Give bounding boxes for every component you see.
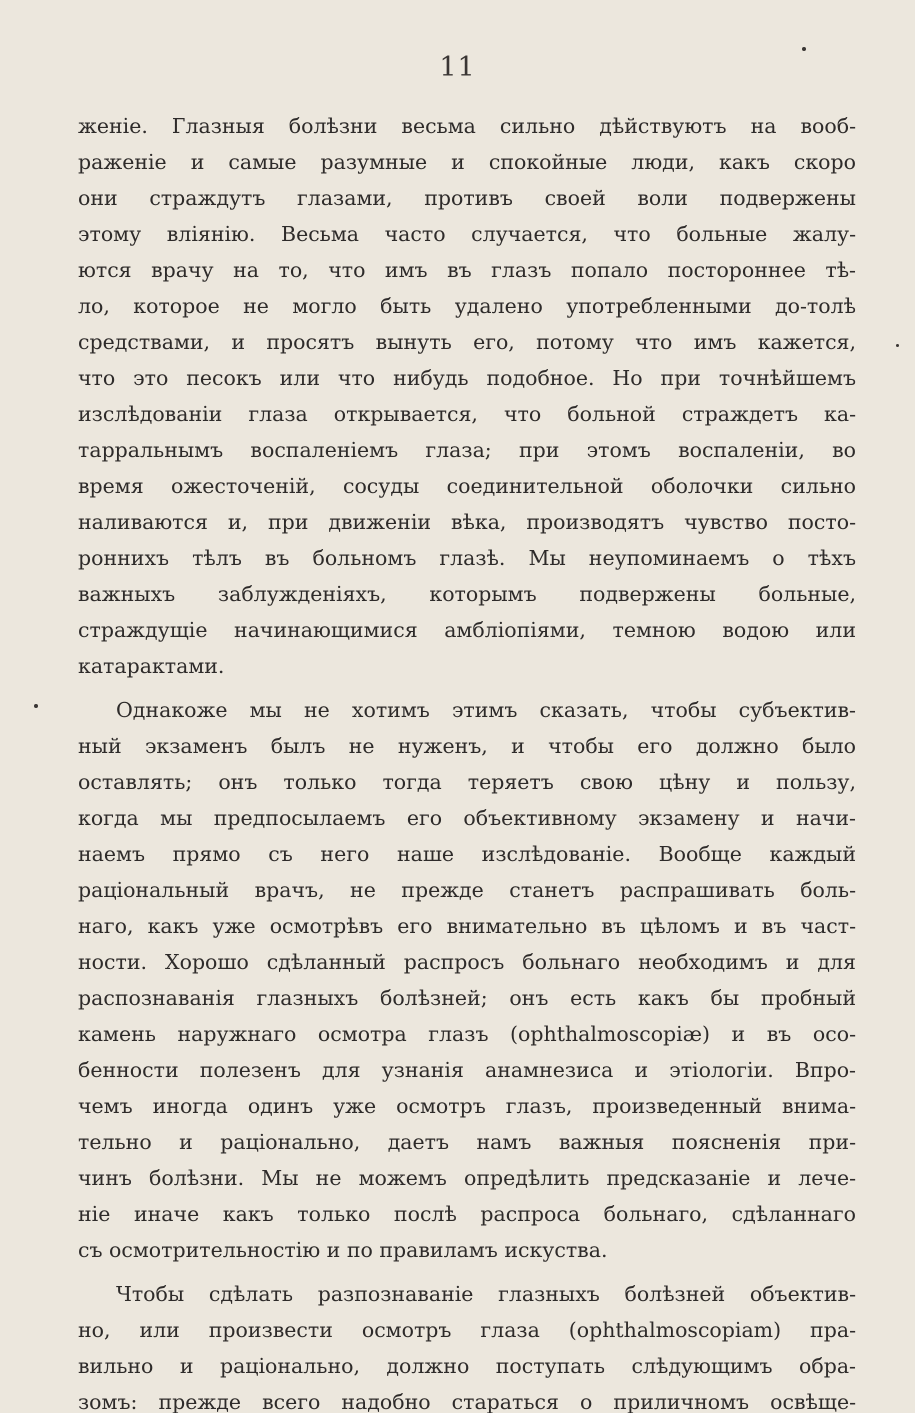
page-number: 11 (439, 52, 476, 83)
text-line: раженіе и самые разумные и спокойные люди, какъ скоро (78, 150, 856, 174)
ink-speck (802, 47, 806, 51)
text-line: оставлять; онъ только тогда теряетъ свою цѣну и пользу, (78, 770, 856, 794)
text-line: изслѣдованіи глаза открывается, что больной страждетъ ка- (78, 402, 856, 426)
text-line: средствами, и просятъ вынуть его, потому что имъ кажется, (78, 330, 856, 354)
text-line: женіе. Глазныя болѣзни весьма сильно дѣйствуютъ на вооб- (78, 114, 856, 138)
text-line: вильно и раціонально, должно поступать слѣдующимъ обра- (78, 1354, 856, 1378)
text-line: Чтобы сдѣлать разпознаваніе глазныхъ болѣзней объектив- (116, 1282, 856, 1306)
ink-speck (896, 344, 899, 347)
text-line: ности. Хорошо сдѣланный распросъ больнаго необходимъ и для (78, 950, 856, 974)
text-line: наливаются и, при движеніи вѣка, производятъ чувство посто- (78, 510, 856, 534)
paragraph (78, 1276, 856, 1413)
text-line: этому вліянію. Весьма часто случается, что больные жалу- (78, 222, 856, 246)
text-line: раціональный врачъ, не прежде станетъ распрашивать боль- (78, 878, 856, 902)
text-line: роннихъ тѣлъ въ больномъ глазѣ. Мы неупоминаемъ о тѣхъ (78, 546, 856, 570)
text-line: бенности полезенъ для узнанія анамнезиса и этіологіи. Впро- (78, 1058, 856, 1082)
text-line: время ожесточеній, сосуды соединительной оболочки сильно (78, 474, 856, 498)
text-line: ются врачу на то, что имъ въ глазъ попало постороннее тѣ- (78, 258, 856, 282)
text-line: но, или произвести осмотръ глаза (ophthalmoscopiam) пра- (78, 1318, 856, 1342)
text-line: Однакоже мы не хотимъ этимъ сказать, чтобы субъектив- (116, 698, 856, 722)
text-line: катарактами. (78, 654, 225, 678)
ink-speck (34, 704, 38, 708)
text-line: чинъ болѣзни. Мы не можемъ опредѣлить предсказаніе и лече- (78, 1166, 856, 1190)
text-line: они страждутъ глазами, противъ своей воли подвержены (78, 186, 856, 210)
text-line: съ осмотрительностію и по правиламъ искуства. (78, 1238, 608, 1262)
paragraph (78, 692, 856, 1268)
text-line: что это песокъ или что нибудь подобное. Но при точнѣйшемъ (78, 366, 856, 390)
text-line: распознаванія глазныхъ болѣзней; онъ есть какъ бы пробный (78, 986, 856, 1010)
text-line: наго, какъ уже осмотрѣвъ его внимательно въ цѣломъ и въ част- (78, 914, 856, 938)
text-line: ный экзаменъ былъ не нуженъ, и чтобы его должно было (78, 734, 856, 758)
text-line: ло, которое не могло быть удалено употребленными до-толѣ (78, 294, 856, 318)
text-line: когда мы предпосылаемъ его объективному экзамену и начи- (78, 806, 856, 830)
text-line: ніе иначе какъ только послѣ распроса больнаго, сдѣланнаго (78, 1202, 856, 1226)
text-line: тарральнымъ воспаленіемъ глаза; при этомъ воспаленіи, во (78, 438, 856, 462)
text-line: важныхъ заблужденіяхъ, которымъ подвержены больные, (78, 582, 856, 606)
body-text (78, 108, 856, 1413)
text-line: камень наружнаго осмотра глазъ (ophthalmoscopiæ) и въ осо- (78, 1022, 856, 1046)
text-line: чемъ иногда одинъ уже осмотръ глазъ, произведенный внима- (78, 1094, 856, 1118)
paragraph (78, 108, 856, 684)
text-line: наемъ прямо съ него наше изслѣдованіе. Вообще каждый (78, 842, 856, 866)
text-line: страждущіе начинающимися амбліопіями, темною водою или (78, 618, 856, 642)
text-line: тельно и раціонально, даетъ намъ важныя поясненія при- (78, 1130, 856, 1154)
text-line: зомъ: прежде всего надобно стараться о приличномъ освѣще- (78, 1390, 856, 1413)
